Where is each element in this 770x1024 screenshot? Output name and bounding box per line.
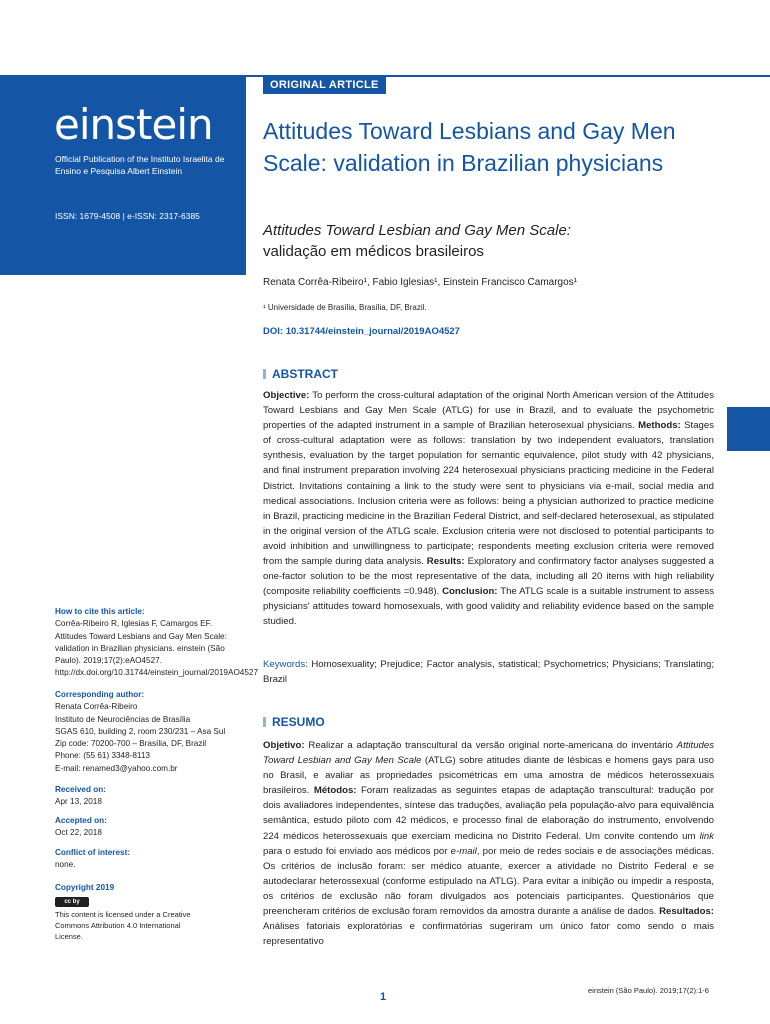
resumo-body: Objetivo: Realizar a adaptação transcultural da versão original norte-americana do inventário Attitudes Toward Lesbian and Gay Men Scale (ATLG) sobre atitudes diante de lésbicas e homens gays para uso no Brasil, e avaliar as propriedades psicométricas em uma amostra de médicos heterossexuais brasileiros. Métodos: Foram realizadas as seguintes etapas de adaptação transcultural: tradução por dois avaliadores independentes, síntese das traduções, avaliação pela população-alvo para equivalência semântica, estudo piloto com 42 médicos, e processo final de elaboração do instrumento, envolvendo 224 médicos heterossexuais que exerciam medicina no Distrito Federal. Um convite contendo um link para o estudo foi enviado aos médicos por e-mail, por meio de redes sociais e de associações médicas. Os critérios de inclusão foram: ser médico atuante, exercer a atividade no Distrito Federal e se autodeclarar heterossexual (conforme estipulado na ATLG). Para evitar a inibição ou impedir a resposta, os critérios de exclusão não foram divulgados aos potenciais participantes. Questionários que preencheram critérios de exclusão foram removidos da amostra durante a análise de dados. Resultados: Análises fatoriais exploratórias e confirmatórias sugeriram um único fator como sendo o mais representativo — [263, 740, 715, 948]
doi-link[interactable]: DOI: 10.31744/einstein_journal/2019AO4527 — [263, 326, 460, 337]
journal-logo: einstein — [54, 100, 213, 149]
keywords-label: Keywords: — [263, 659, 308, 670]
cc-license-icon[interactable]: cc by — [55, 897, 89, 907]
resumo-heading: RESUMO — [263, 715, 325, 729]
footer-citation: einstein (São Paulo). 2019;17(2):1-6 — [588, 986, 709, 995]
affiliation: ¹ Universidade de Brasília, Brasília, DF, Brazil. — [263, 303, 427, 312]
page-number: 1 — [380, 991, 387, 1003]
article-type-badge: ORIGINAL ARTICLE — [263, 77, 386, 94]
corresponding-author: Corresponding author: Renata Corrêa-Ribeiro Instituto de Neurociências de Brasília SGAS 610, building 2, room 230/231 – Asa Sul Zip code: 70200-700 – Brasília, DF, Brazil Phone: (55 61) 3348-8113 E-mail: renamed3@yahoo.com.br — [55, 690, 226, 773]
author-list: Renata Corrêa-Ribeiro¹, Fabio Iglesias¹, Einstein Francisco Camargos¹ — [263, 277, 578, 288]
conflict-of-interest: Conflict of interest: none. — [55, 848, 131, 870]
abstract-body: Objective: To perform the cross-cultural adaptation of the original North American version of the Attitudes Toward Lesbians and Gay Men Scale (ATLG) for use in Brazil, and to evaluate the psychometric properties of the adapted instrument in a sample of Brazilian heterosexual physicians. Methods: Stages of cross-cultural adaptation were as follows: translation by two independent evaluators, translation synthesis, evaluation by the target population for semantic equivalence, pilot study with 42 physicians, and final instrument preparation involving 224 heterosexual physicians practicing medicine in the Federal District. Invitations containing a link to the study were sent to physicians via e-mail, social media and medical associations. Inclusion criteria were as follows: being a physician authorized to practice medicine in Brazil, practicing medicine in the Brazilian Federal District, and self-declared heterosexual, as stipulated in the original version of the ATLG scale. Exclusion criteria were not disclosed to potential participants to avoid inhibition and unwillingness to participate; respondents meeting exclusion criteria were removed from the sample during data analysis. Results: Exploratory and confirmatory factor analyses suggested a one-factor solution to be the most representative of the data, including all 20 items with high reliability (composite reliability coefficients =0.948). Conclusion: The ATLG scale is a suitable instrument to assess physicians' attitudes toward homosexuals, with good validity and reliability evidence based on the sample studied. — [263, 390, 715, 628]
section-tab-marker — [727, 407, 770, 451]
license-text: This content is licensed under a Creative Commons Attribution 4.0 International License. — [55, 910, 191, 942]
alt-title-rest: validação em médicos brasileiros — [263, 243, 484, 260]
copyright: Copyright 2019 cc by This content is licensed under a Creative Commons Attribution 4.0 International License. — [55, 882, 240, 942]
abstract-heading: ABSTRACT — [263, 367, 338, 381]
heading-bar-icon — [263, 717, 266, 727]
article-alt-title — [263, 220, 733, 262]
journal-issn: ISSN: 1679-4508 | e-ISSN: 2317-6385 — [55, 211, 200, 221]
heading-bar-icon — [263, 369, 266, 379]
how-to-cite: How to cite this article: Corrêa-Ribeiro R, Iglesias F, Camargos EF. Attitudes Toward Lesbians and Gay Men Scale: validation in Brazilian physicians. einstein (São Paulo). 2019;17(2):eAO4527. http://dx.doi.org/10.31744/einstein_journal/2019AO4527 — [55, 607, 259, 678]
keywords-text: Homosexuality; Prejudice; Factor analysis, statistical; Psychometrics; Physicians; Translating; Brazil — [263, 659, 714, 686]
alt-title-italic: Attitudes Toward Lesbian and Gay Men Scale: — [263, 222, 571, 239]
received-date: Received on: Apr 13, 2018 — [55, 785, 106, 807]
journal-subtitle: Official Publication of the Instituto Israelita de Ensino e Pesquisa Albert Einstein — [55, 154, 225, 176]
article-title: Attitudes Toward Lesbians and Gay Men Scale: validation in Brazilian physicians — [263, 118, 676, 176]
keywords — [263, 657, 714, 687]
accepted-date: Accepted on: Oct 22, 2018 — [55, 816, 107, 838]
